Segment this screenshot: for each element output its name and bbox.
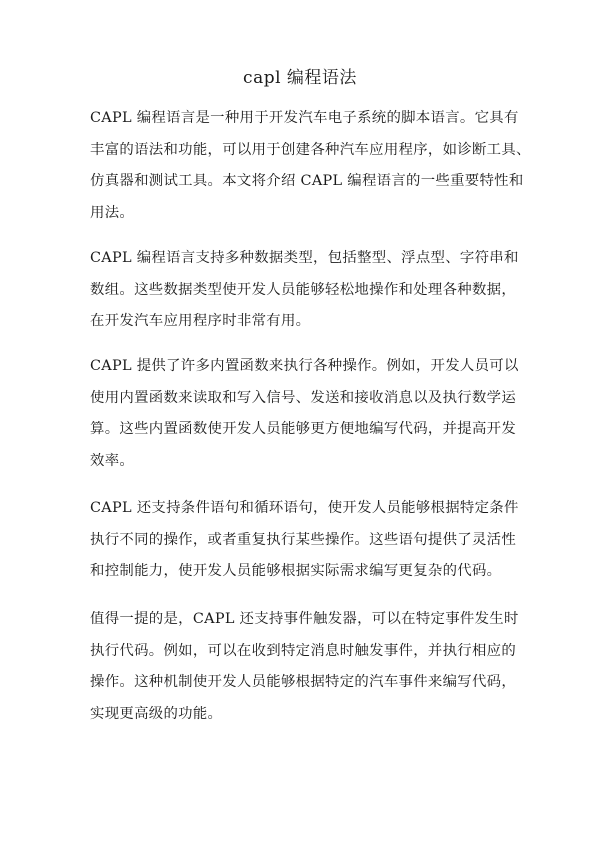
paragraph-line: CAPL 编程语言支持多种数据类型，包括整型、浮点型、字符串和 [90, 250, 519, 266]
paragraph-line: 仿真器和测试工具。本文将介绍 CAPL 编程语言的一些重要特性和 [90, 173, 524, 189]
paragraph-line: 数组。这些数据类型使开发人员能够轻松地操作和处理各种数据， [90, 281, 517, 298]
paragraph-line: 丰富的语法和功能，可以用于创建各种汽车应用程序，如诊断工具、 [90, 141, 531, 158]
paragraph-data-types [90, 243, 530, 338]
paragraph-line: 算。这些内置函数使开发人员能够更方便地编写代码，并提高开发 [90, 421, 517, 437]
paragraph-line: 执行不同的操作，或者重复执行某些操作。这些语句提供了灵活性 [90, 531, 517, 548]
paragraph-line: CAPL 编程语言是一种用于开发汽车电子系统的脚本语言。它具有 [90, 110, 519, 126]
paragraph-event-triggers [90, 604, 530, 730]
paragraph-line: 使用内置函数来读取和写入信号、发送和接收消息以及执行数学运 [90, 389, 517, 406]
paragraph-line: 在开发汽车应用程序时非常有用。 [90, 313, 311, 329]
paragraph-line: 实现更高级的功能。 [90, 705, 223, 722]
paragraph-builtin-functions [90, 351, 530, 477]
paragraph-line: 效率。 [90, 452, 135, 469]
paragraph-line: 和控制能力，使开发人员能够根据实际需求编写更复杂的代码。 [90, 563, 502, 579]
paragraph-line: 操作。这种机制使开发人员能够根据特定的汽车事件来编写代码， [90, 674, 517, 690]
document-title: capl 编程语法 [243, 68, 357, 88]
paragraph-line: CAPL 还支持条件语句和循环语句，使开发人员能够根据特定条件 [90, 500, 519, 516]
paragraph-line: 用法。 [90, 204, 135, 221]
paragraph-line: 值得一提的是，CAPL 还支持事件触发器，可以在特定事件发生时 [90, 611, 519, 627]
paragraph-control-flow [90, 493, 530, 588]
paragraph-intro [90, 103, 530, 229]
paragraph-line: 执行代码。例如，可以在收到特定消息时触发事件，并执行相应的 [90, 642, 517, 659]
paragraph-line: CAPL 提供了许多内置函数来执行各种操作。例如，开发人员可以 [90, 358, 519, 374]
